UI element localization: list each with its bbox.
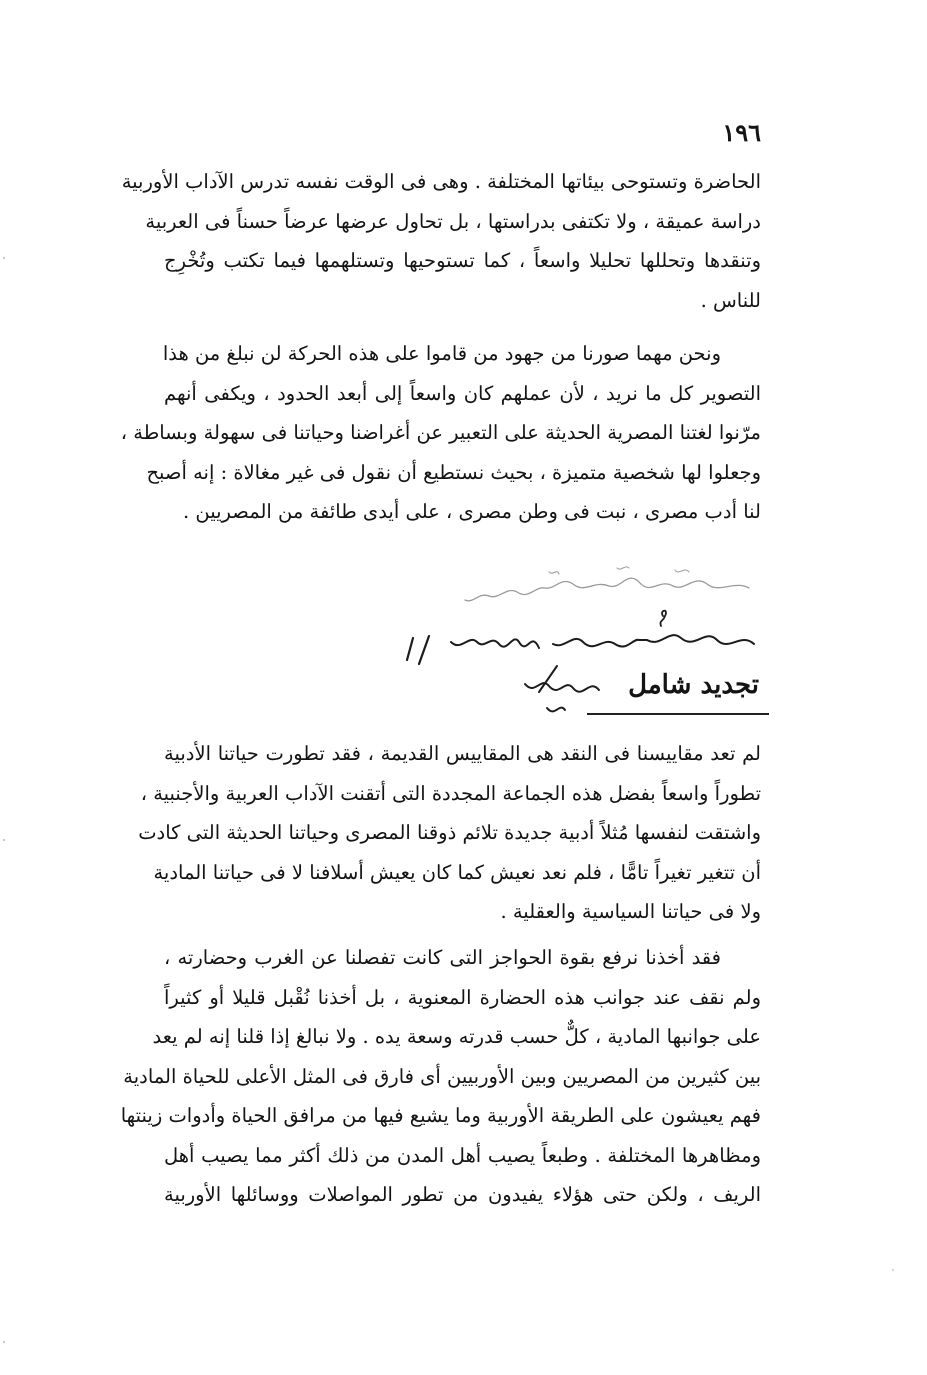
text-line: مرّنوا لغتنا المصرية الحديثة على التعبير عن أغراضنا وحياتنا فى سهولة وبساطة ، [120,421,761,444]
divider [587,713,769,715]
text-line: لم تعد مقاييسنا فى النقد هى المقاييس القديمة ، فقد تطورت حياتنا الأدبية [164,742,761,765]
text-line: ونحن مهما صورنا من جهود من قاموا على هذه الحركة لن نبلغ من هذا [162,342,721,365]
text-line: ولم نقف عند جوانب هذه الحضارة المعنوية ، بل أخذنا نُقْبل قليلا أو كثيراً [164,985,761,1009]
text-line: للناس . [700,288,761,312]
text-line: فهم يعيشون على الطريقة الأوربية وما يشيع فيها من مرافق الحياة وأدوات زينتها [120,1104,761,1127]
text-line: فقد أخذنا نرفع بقوة الحواجز التى كانت تفصلنا عن الغرب وحضارته ، [164,946,721,969]
page-number: ١٩٦ [722,118,761,147]
text-line: الريف ، ولكن حتى هؤلاء يفيدون من تطور المواصلات ووسائلها الأوربية [164,1183,761,1206]
text-line: واشتقت لنفسها مُثلاً أدبية جديدة تلائم ذوقنا المصرى وحياتنا الحديثة التى كادت [138,821,761,844]
text-line: ومظاهرها المختلفة . وطبعاً يصيب أهل المدن من ذلك أكثر مما يصيب أهل [164,1143,761,1167]
text-line: تطوراً واسعاً بفضل هذه الجماعة المجددة التى أتقنت الآداب العربية والأجنبية ، [140,781,761,805]
text-line: لنا أدب مصرى ، نبت فى وطن مصرى ، على أيدى طائفة من المصريين . [182,500,761,523]
text-line: وجعلوا لها شخصية متميزة ، بحيث نستطيع أن نقول فى غير مغالاة : إنه أصبح [146,460,761,484]
handwritten-annotation [389,560,769,730]
text-line: على جوانبها المادية ، كلٌّ حسب قدرته وسعة يده . ولا نبالغ إذا قلنا إنه لم يعد [152,1025,761,1048]
text-line: الحاضرة وتستوحى بيئاتها المختلفة . وهى فى الوقت نفسه تدرس الآداب الأوربية [121,170,761,193]
section-title: تجديد شامل [628,670,759,700]
text-line: وتنقدها وتحللها تحليلا واسعاً ، كما تستوحيها وتستلهمها فيما تكتب وتُخْرِج [164,249,761,272]
text-line: دراسة عميقة ، ولا تكتفى بدراستها ، بل تحاول عرضها عرضاً حسناً فى العربية [145,209,761,233]
paragraph-2 [120,334,761,532]
text-line: أن تتغير تغيراً تامًّا ، فلم نعد نعيش كما كان يعيش أسلافنا لا فى حياتنا المادية [153,860,761,884]
text-line: ولا فى حياتنا السياسية والعقلية . [500,900,761,923]
text-line: التصوير كل ما نريد ، لأن عملهم كان واسعاً إلى أبعد الحدود ، ويكفى أنهم [164,381,761,405]
paragraph-3 [138,734,761,932]
text-line: بين كثيرين من المصريين وبين الأوربيين أى فارق فى المثل الأعلى للحياة المادية [123,1064,761,1088]
paragraph-4 [120,938,761,1215]
section-heading-area [389,560,769,730]
paragraph-1 [121,162,761,320]
